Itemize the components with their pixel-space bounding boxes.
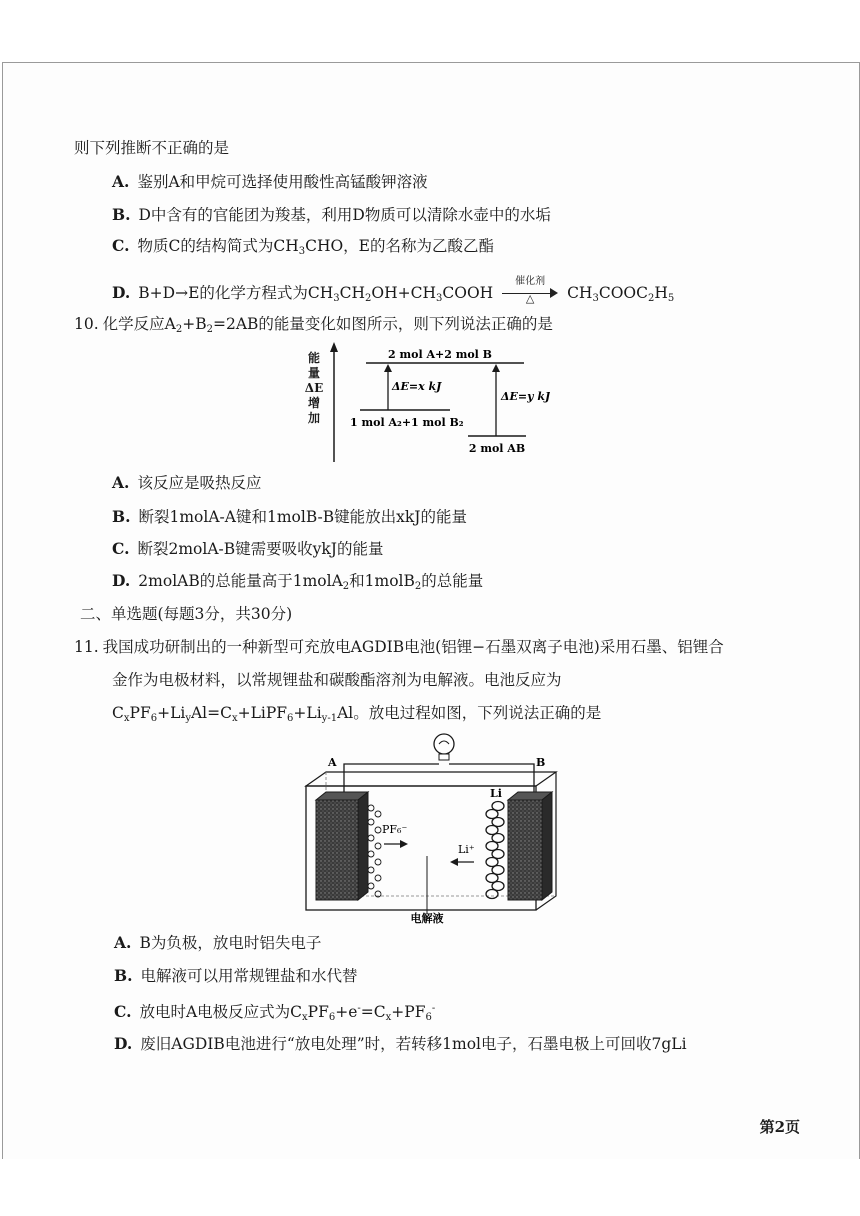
q11-option-b: B. 电解液可以用常规锂盐和水代替 [114, 966, 358, 985]
level-low-label: 2 mol AB [468, 442, 526, 455]
q9-option-c: C. 物质C的结构简式为$CH_3CHO$，E的名称为乙酸乙酯 [112, 236, 494, 257]
pf6-arrowhead [400, 840, 408, 848]
q11-option-d: D. 废旧AGDIB电池进行“放电处理”时，若转移1mol电子，石墨电极上可回收7gLi [114, 1034, 687, 1053]
terminal-a-label: A [328, 756, 337, 769]
electrolyte-label: 电解液 [410, 912, 444, 924]
battery-diagram [296, 728, 576, 924]
svg-text:ΔE: ΔE [304, 381, 324, 395]
level-mid-label: 1 mol A₂+1 mol B₂ [350, 416, 464, 429]
terminal-b-label: B [536, 756, 546, 769]
q10-option-b: B. 断裂1molA-A键和1molB-B键能放出xkJ的能量 [112, 507, 467, 526]
energy-axis-arrowhead [330, 342, 338, 352]
q10-option-a: A. 该反应是吸热反应 [112, 473, 262, 492]
lithium-coils [486, 802, 504, 899]
delta-x-label: ΔE=x kJ [392, 380, 442, 393]
q11-equation: $C_xPF_6+Li_yAl=C_x+LiPF_6+Li_{y-1}Al$。放电过程如图，下列说法正确的是 [112, 704, 602, 724]
li-label: Li [490, 787, 502, 800]
svg-text:加: 加 [307, 411, 321, 425]
delta-y-label: ΔE=y kJ [501, 390, 550, 403]
q10-option-c: C. 断裂2molA-B键需要吸收ykJ的能量 [112, 539, 384, 558]
li-ion-arrowhead [450, 858, 458, 866]
q9-option-a: A. 鉴别A和甲烷可选择使用酸性高锰酸钾溶液 [112, 172, 428, 191]
q9-option-d: D. B+D→E的化学方程式为$CH_3CH_2OH+CH_3COOH$ 催化剂 △ $CH_3COOC_2H_5$ [112, 276, 675, 305]
bulb-icon [434, 734, 454, 760]
q9-stem: 则下列推断不正确的是 [74, 139, 230, 157]
pf6-ion-label: PF₆⁻ [382, 823, 408, 836]
svg-text:增: 增 [307, 396, 321, 410]
electrode-a [316, 792, 368, 900]
li-ion-label: Li⁺ [458, 843, 475, 856]
q11-stem-line1: 11. 我国成功研制出的一种新型可充放电AGDIB电池(铝锂−石墨双离子电池)采用石墨、铝锂合 [74, 638, 724, 656]
q9-option-b: B. D中含有的官能团为羧基，利用D物质可以清除水壶中的水垢 [112, 205, 551, 224]
q11-option-a: A. B为负极，放电时铝失电子 [114, 933, 322, 952]
page-number: 第2页 [759, 1118, 800, 1136]
delta-x-arrowhead [384, 364, 392, 372]
level-top-label: 2 mol A+2 mol B [388, 348, 492, 361]
svg-text:能: 能 [307, 351, 321, 365]
q11-option-c: C. 放电时A电极反应式为$C_xPF_6+e^-=C_x+PF_6^-$ [114, 1002, 436, 1023]
electrode-b [508, 792, 552, 900]
q10-option-d: D. 2molAB的总能量高于1molA$_2$和1molB$_2$的总能量 [112, 571, 484, 592]
q10-stem: 10. 化学反应$A_2+B_2=2AB$的能量变化如图所示，则下列说法正确的是 [74, 315, 553, 335]
delta-y-arrowhead [492, 364, 500, 372]
svg-text:量: 量 [307, 366, 321, 380]
q11-stem-line2: 金作为电极材料，以常规锂盐和碳酸酯溶剂为电解液。电池反应为 [112, 671, 562, 689]
anion-dots [368, 805, 381, 897]
energy-y-axis-label [305, 350, 323, 425]
reaction-arrow: 催化剂 △ [502, 284, 558, 304]
section-heading: 二、单选题(每题3分，共30分) [80, 605, 293, 623]
energy-diagram [300, 340, 550, 465]
